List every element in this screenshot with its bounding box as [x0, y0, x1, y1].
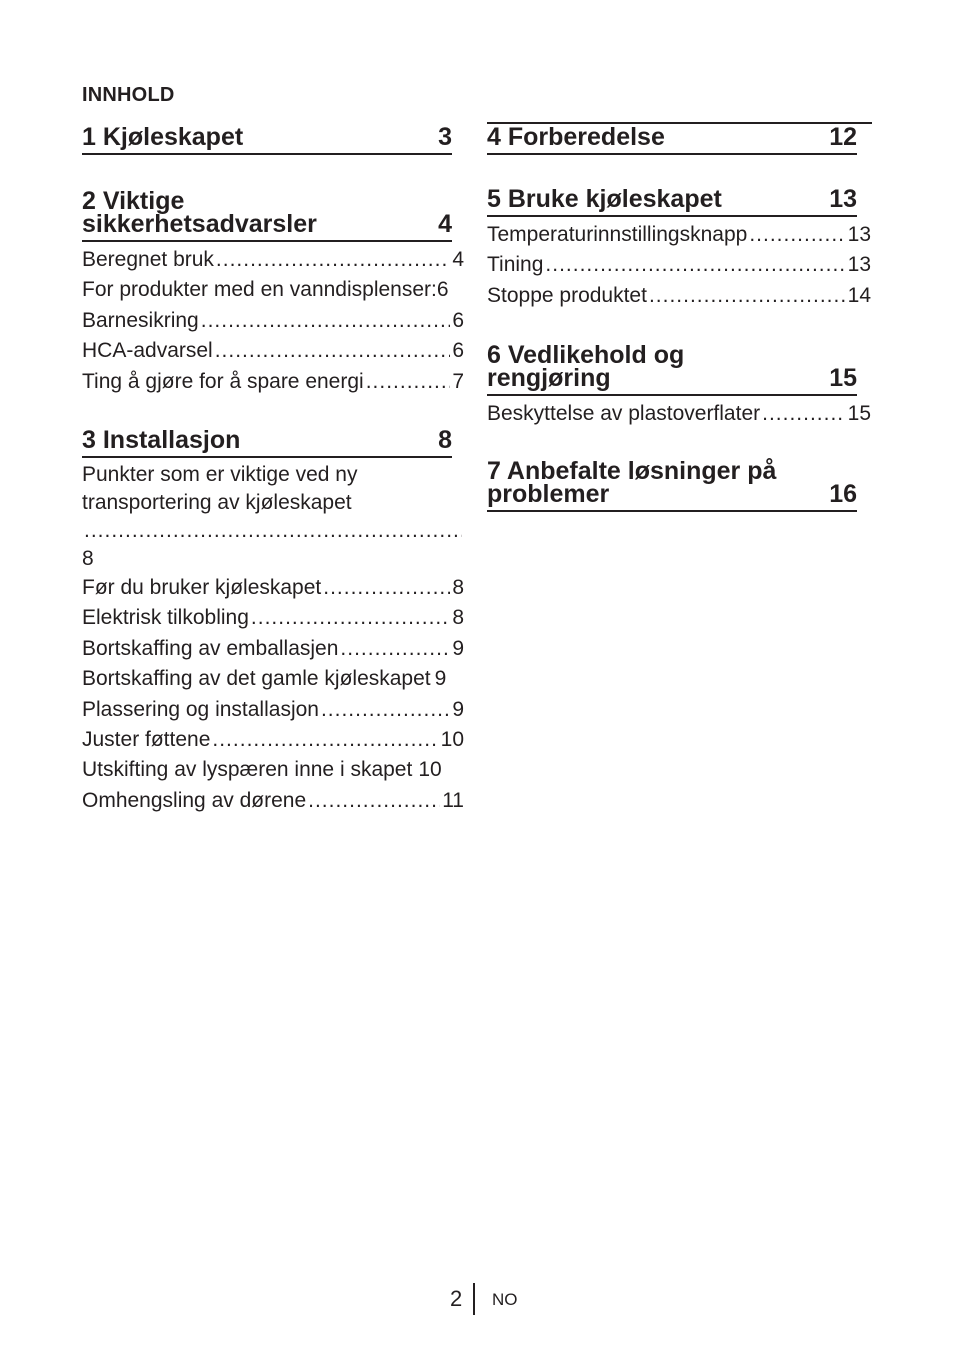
toc-section-heading[interactable]	[82, 123, 452, 155]
entry-page-number: 9	[434, 667, 447, 691]
entry-page-number: 11	[442, 788, 464, 812]
entry-page-number: 9	[452, 636, 464, 660]
leader-dots	[649, 281, 846, 311]
toc-left-column	[82, 120, 464, 816]
toc-entry-list	[82, 461, 464, 816]
entry-label: Juster føttene	[82, 727, 211, 751]
footer-language-code: NO	[492, 1290, 518, 1309]
leader-dots	[323, 573, 450, 603]
toc-entry[interactable]	[82, 245, 464, 275]
section-title	[82, 187, 317, 238]
entry-page-number: 6	[452, 308, 464, 332]
toc-entry[interactable]	[82, 306, 464, 336]
section-title: 5 Bruke kjøleskapet	[487, 185, 722, 213]
section-title-line: 7 Anbefalte løsninger på	[487, 456, 777, 485]
section-title: 1 Kjøleskapet	[82, 123, 244, 151]
entry-label: transportering av kjøleskapet	[82, 490, 352, 514]
section-title	[487, 341, 685, 393]
section-page-number: 15	[829, 364, 857, 393]
toc-entry-list	[487, 220, 871, 311]
section-title: 4 Forberedelse	[487, 123, 665, 151]
toc-entry[interactable]	[82, 461, 464, 573]
entry-page-number: 6	[436, 278, 449, 302]
entry-label: Elektrisk tilkobling	[82, 606, 249, 630]
entry-label: Temperaturinnstillingsknapp	[487, 223, 748, 246]
toc-entry[interactable]	[82, 603, 464, 633]
toc-entry[interactable]	[82, 755, 464, 785]
entry-label: Ting å gjøre for å spare energi	[82, 369, 364, 393]
entry-label: For produkter med en vanndisplenser:	[82, 278, 437, 302]
leader-dots	[321, 695, 450, 725]
toc-entry[interactable]	[487, 220, 871, 250]
section-page-number: 4	[438, 210, 452, 238]
entry-page-number: 15	[847, 402, 871, 426]
toc-entry[interactable]	[82, 336, 464, 366]
entry-page-number: 13	[847, 253, 871, 277]
toc-entry[interactable]	[82, 573, 464, 603]
section-title-line: rengjøring	[487, 364, 611, 393]
leader-dots	[366, 367, 451, 397]
leader-dots	[84, 517, 462, 545]
toc-entry[interactable]	[82, 367, 464, 397]
leader-dots	[545, 250, 845, 280]
toc-entry[interactable]	[82, 786, 464, 816]
toc-entry[interactable]	[487, 250, 871, 280]
toc-section-heading[interactable]	[487, 123, 857, 155]
leader-dots	[251, 603, 450, 633]
entry-page-number: 9	[452, 697, 464, 721]
entry-label: Omhengsling av dørene	[82, 788, 307, 812]
section-title	[487, 456, 777, 508]
entry-page-number: 13	[847, 223, 871, 246]
section-page-number: 13	[829, 185, 857, 213]
toc-entry[interactable]	[487, 281, 871, 311]
toc-section-heading[interactable]	[487, 185, 857, 217]
toc-section-2	[82, 187, 464, 397]
toc-entry[interactable]	[82, 695, 464, 725]
entry-label: Tining	[487, 253, 544, 277]
entry-label: Barnesikring	[82, 308, 199, 332]
entry-page-number: 8	[452, 606, 464, 630]
section-title-line: 2 Viktige	[82, 187, 185, 215]
entry-page-number: 10	[440, 727, 464, 751]
section-title-line: problemer	[487, 479, 610, 508]
entry-page-number: 10	[418, 758, 442, 782]
leader-dots	[749, 220, 845, 250]
toc-entry[interactable]	[82, 275, 464, 305]
section-title-line: sikkerhetsadvarsler	[82, 210, 317, 238]
toc-section-5	[487, 185, 871, 311]
toc-section-7	[487, 456, 871, 512]
entry-page-number: 4	[452, 248, 464, 271]
toc-right-column	[487, 120, 871, 512]
entry-label: Utskifting av lyspæren inne i skapet	[82, 758, 413, 782]
entry-label: Bortskaffing av emballasjen	[82, 636, 339, 660]
leader-dots	[340, 634, 450, 664]
section-page-number: 8	[438, 425, 452, 454]
entry-page-number: 6	[452, 339, 464, 363]
toc-section-heading[interactable]	[487, 341, 857, 396]
toc-section-heading[interactable]	[487, 456, 857, 512]
page-title: INNHOLD	[82, 84, 175, 106]
footer-divider	[473, 1283, 475, 1315]
entry-label: Beskyttelse av plastoverflater	[487, 402, 761, 426]
toc-section-3	[82, 425, 464, 816]
leader-dots	[216, 245, 450, 275]
toc-section-1	[82, 123, 464, 155]
entry-label: Før du bruker kjøleskapet	[82, 575, 322, 599]
section-page-number: 12	[829, 123, 857, 151]
footer-page-number: 2	[450, 1286, 463, 1311]
leader-dots	[201, 306, 451, 336]
entry-label: Plassering og installasjon	[82, 697, 319, 721]
toc-section-4	[487, 123, 871, 155]
toc-entry-list	[82, 245, 464, 397]
section-page-number: 3	[438, 123, 452, 151]
section-title-line: 6 Vedlikehold og	[487, 341, 685, 370]
toc-section-heading[interactable]	[82, 187, 452, 242]
entry-page-number: 8	[82, 546, 94, 570]
leader-dots	[762, 399, 846, 429]
toc-section-heading[interactable]	[82, 425, 452, 458]
entry-label: Beregnet bruk	[82, 248, 214, 271]
toc-entry[interactable]	[82, 664, 464, 694]
entry-label: Bortskaffing av det gamle kjøleskapet	[82, 667, 431, 691]
leader-dots	[212, 725, 438, 755]
entry-label: Stoppe produktet	[487, 283, 647, 307]
section-title: 3 Installasjon	[82, 425, 241, 454]
leader-dots	[308, 786, 440, 816]
entry-label: HCA-advarsel	[82, 339, 213, 363]
leader-dots	[215, 336, 451, 366]
toc-section-6	[487, 341, 871, 429]
toc-entry-list	[487, 399, 871, 429]
toc-entry[interactable]	[487, 399, 871, 429]
toc-entry[interactable]	[82, 725, 464, 755]
entry-label-line: Punkter som er viktige ved ny	[82, 462, 358, 486]
section-page-number: 16	[829, 479, 857, 508]
entry-page-number: 14	[847, 283, 871, 307]
entry-page-number: 8	[452, 575, 464, 599]
toc-entry[interactable]	[82, 634, 464, 664]
entry-page-number: 7	[452, 369, 464, 393]
